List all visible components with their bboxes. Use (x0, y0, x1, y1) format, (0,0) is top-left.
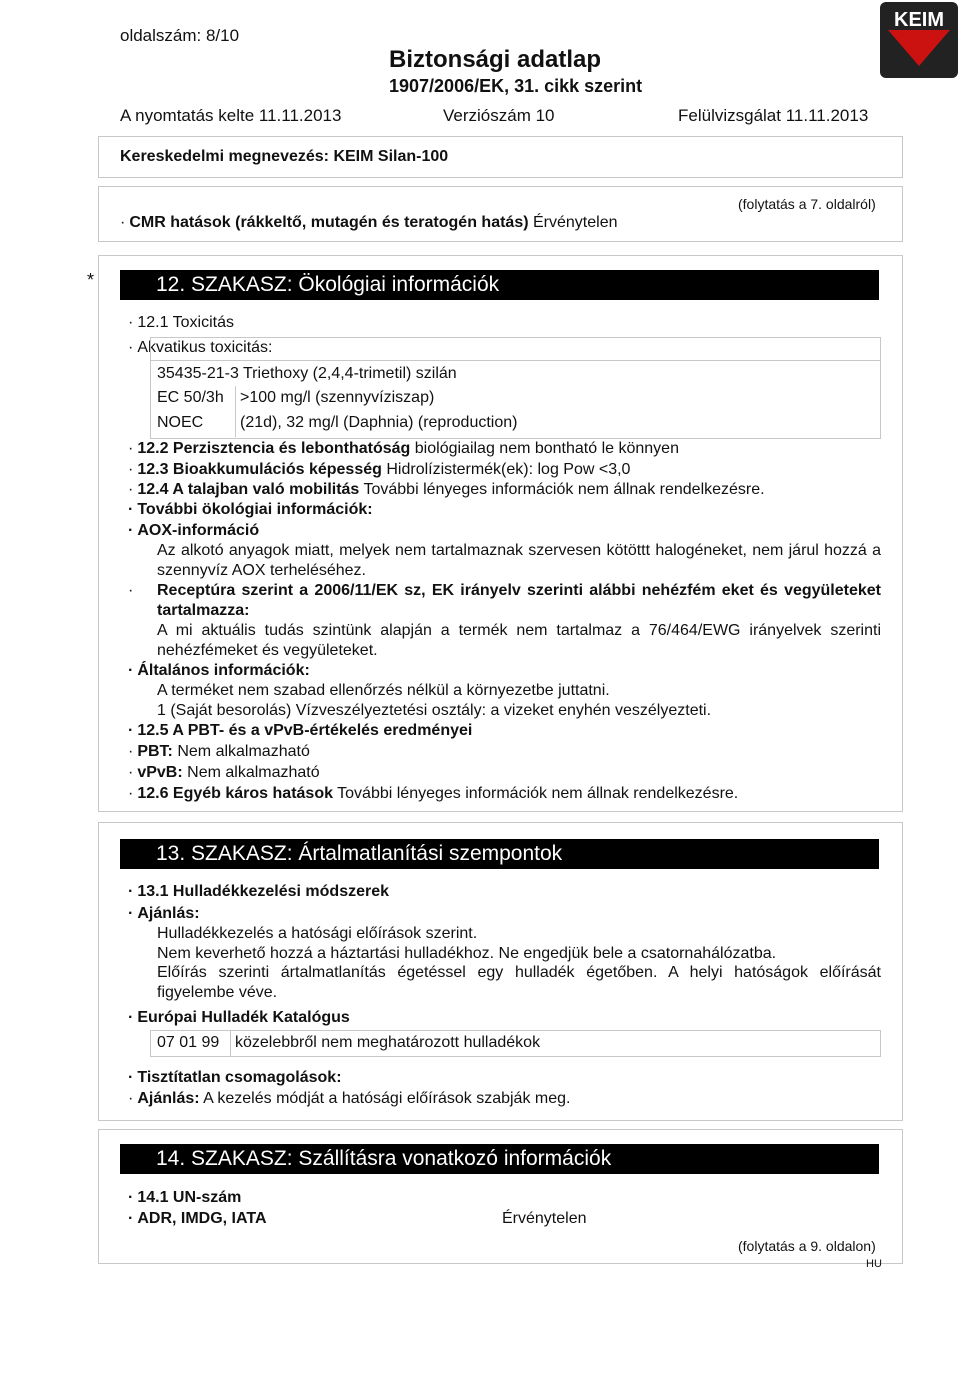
toxicity-value: (21d), 32 mg/l (Daphnia) (reproduction) (240, 414, 518, 431)
document-title: Biztonsági adatlap (389, 46, 602, 73)
logo-text: KEIM (894, 9, 944, 31)
uncleaned-line: · Tisztítatlan csomagolások: (128, 1069, 342, 1086)
further-line: · További ökológiai információk: (128, 501, 373, 518)
section14-header: 14. SZAKASZ: Szállításra vonatkozó információk (120, 1144, 879, 1174)
rec-text-1: Hulladékkezelés a hatósági előírások szerint. (157, 925, 478, 942)
adr-line: · ADR, IMDG, IATA (128, 1210, 267, 1227)
s125: 12.5 A PBT- és a vPvB-értékelés eredményei (137, 722, 473, 739)
s122-label: 12.2 Perzisztencia és lebonthatóság (137, 440, 411, 457)
aquatic-label: Akvatikus toxicitás: (137, 339, 273, 356)
section12-header: 12. SZAKASZ: Ökológiai információk (120, 270, 879, 300)
s121-line: · 12.1 Toxicitás (128, 314, 234, 331)
recipe-label: Receptúra szerint a 2006/11/EK sz, EK irányelv szerinti alábbi nehézfém eket és vegyületeket tartalmazza: (157, 582, 881, 619)
s124-line: · 12.4 A talajban való mobilitás További lényeges információk nem állnak rendelkezésre. (128, 481, 765, 498)
general-line: · Általános információk: (128, 662, 310, 679)
aox-line: · AOX-információ (128, 522, 260, 539)
version: Verziószám 10 (443, 106, 555, 125)
s123-line: · 12.3 Bioakkumulációs képesség Hidrolízistermék(ek): log Pow <3,0 (128, 461, 631, 478)
changed-marker: * (87, 270, 95, 290)
catalog-label: Európai Hulladék Katalógus (137, 1009, 350, 1026)
vpvb-value: Nem alkalmazható (187, 764, 320, 781)
vpvb-label: vPvB: (137, 764, 183, 781)
further-label: További ökológiai információk: (137, 501, 373, 518)
pbt-line: · PBT: Nem alkalmazható (128, 743, 310, 760)
document-subtitle: 1907/2006/EK, 31. cikk szerint (389, 76, 643, 96)
s123-value: Hidrolízistermék(ek): log Pow <3,0 (386, 461, 631, 478)
trade-name: Kereskedelmi megnevezés: KEIM Silan-100 (120, 148, 449, 165)
continuation-from: (folytatás a 7. oldalról) (738, 196, 876, 212)
s126-value: További lényeges információk nem állnak rendelkezésre. (337, 785, 739, 802)
recipe-text: A mi aktuális tudás szintünk alapján a termék nem tartalmaz a 76/464/EWG irányelvek szerinti nehézfémeket és vegyületeket. (157, 622, 881, 659)
review-date: Felülvizsgálat 11.11.2013 (678, 106, 869, 125)
pack-rec-line: · Ajánlás: A kezelés módját a hatósági előírások szabják meg. (128, 1090, 571, 1107)
adr-value: Érvénytelen (502, 1210, 587, 1227)
catalog-desc: közelebbről nem meghatározott hulladékok (235, 1034, 541, 1051)
catalog-line: · Európai Hulladék Katalógus (128, 1009, 350, 1026)
aquatic-line: · Akvatikus toxicitás: (128, 339, 273, 356)
s122-value: biológiailag nem bontható le könnyen (414, 440, 679, 457)
s123-label: 12.3 Bioakkumulációs képesség (137, 461, 382, 478)
catalog-code: 07 01 99 (157, 1034, 220, 1051)
aox-text: Az alkotó anyagok miatt, melyek nem tartalmaznak szervesen kötöttt halogéneket, nem járul hozzá a szennyvíz AOX terheléséhez. (157, 542, 881, 579)
s124-value: További lényeges információk nem állnak rendelkezésre. (363, 481, 765, 498)
vpvb-line: · vPvB: Nem alkalmazható (128, 764, 320, 781)
cmr-label: CMR hatások (rákkeltő, mutagén és teratogén hatás) (129, 214, 529, 231)
cmr-line: · CMR hatások (rákkeltő, mutagén és teratogén hatás) Érvénytelen (120, 214, 618, 231)
pack-rec-value: A kezelés módját a hatósági előírások szabják meg. (203, 1090, 571, 1107)
toxicity-value: >100 mg/l (szennyvíziszap) (240, 389, 435, 406)
recipe-dot: · (128, 582, 134, 599)
rec-label: Ajánlás: (137, 905, 200, 922)
catalog-col-divider (230, 1030, 231, 1056)
uncleaned-label: Tisztítatlan csomagolások: (137, 1069, 342, 1086)
s126-line: · 12.6 Egyéb káros hatások További lényeges információk nem állnak rendelkezésre. (128, 785, 739, 802)
rec-line: · Ajánlás: (128, 905, 200, 922)
language-code: HU (866, 1258, 882, 1270)
page-number: oldalszám: 8/10 (120, 26, 240, 45)
adr-label: ADR, IMDG, IATA (137, 1210, 267, 1227)
continuation-to: (folytatás a 9. oldalon) (738, 1238, 876, 1254)
s121: 12.1 Toxicitás (137, 314, 234, 331)
general-label: Általános információk: (137, 662, 310, 679)
s124-label: 12.4 A talajban való mobilitás (137, 481, 360, 498)
toxicity-col-divider (235, 386, 236, 437)
substance-name: 35435-21-3 Triethoxy (2,4,4-trimetil) szilán (157, 365, 457, 382)
pbt-label: PBT: (137, 743, 173, 760)
pack-rec-label: Ajánlás: (137, 1090, 200, 1107)
s122-line: · 12.2 Perzisztencia és lebonthatóság biológiailag nem bontható le könnyen (128, 440, 679, 457)
general-text-1: A terméket nem szabad ellenőrzés nélkül a környezetbe juttatni. (157, 682, 610, 699)
toxicity-key: NOEC (157, 414, 204, 431)
s141-line: · 14.1 UN-szám (128, 1189, 242, 1206)
rec-text-3: Előírás szerinti ártalmatlanítás égetéssel egy hulladék égetőben. A helyi hatóságok előírását figyelembe véve. (157, 964, 881, 1001)
s141: 14.1 UN-szám (137, 1189, 242, 1206)
s126-label: 12.6 Egyéb káros hatások (137, 785, 333, 802)
s131-line: · 13.1 Hulladékkezelési módszerek (128, 883, 390, 900)
cmr-value: Érvénytelen (533, 214, 618, 231)
s131: 13.1 Hulladékkezelési módszerek (137, 883, 390, 900)
toxicity-key: EC 50/3h (157, 389, 224, 406)
rec-text-2: Nem keverhető hozzá a háztartási hulladékhoz. Ne engedjük bele a csatornahálózatba. (157, 945, 777, 962)
pbt-value: Nem alkalmazható (177, 743, 310, 760)
keim-logo (878, 0, 960, 80)
aox-label: AOX-információ (137, 522, 260, 539)
s125-line: · 12.5 A PBT- és a vPvB-értékelés eredményei (128, 722, 473, 739)
section13-header: 13. SZAKASZ: Ártalmatlanítási szempontok (120, 839, 879, 869)
general-text-2: 1 (Saját besorolás) Vízveszélyeztetési osztály: a vizeket enyhén veszélyezteti. (157, 702, 712, 719)
print-date: A nyomtatás kelte 11.11.2013 (120, 106, 342, 125)
toxicity-divider (150, 360, 880, 361)
